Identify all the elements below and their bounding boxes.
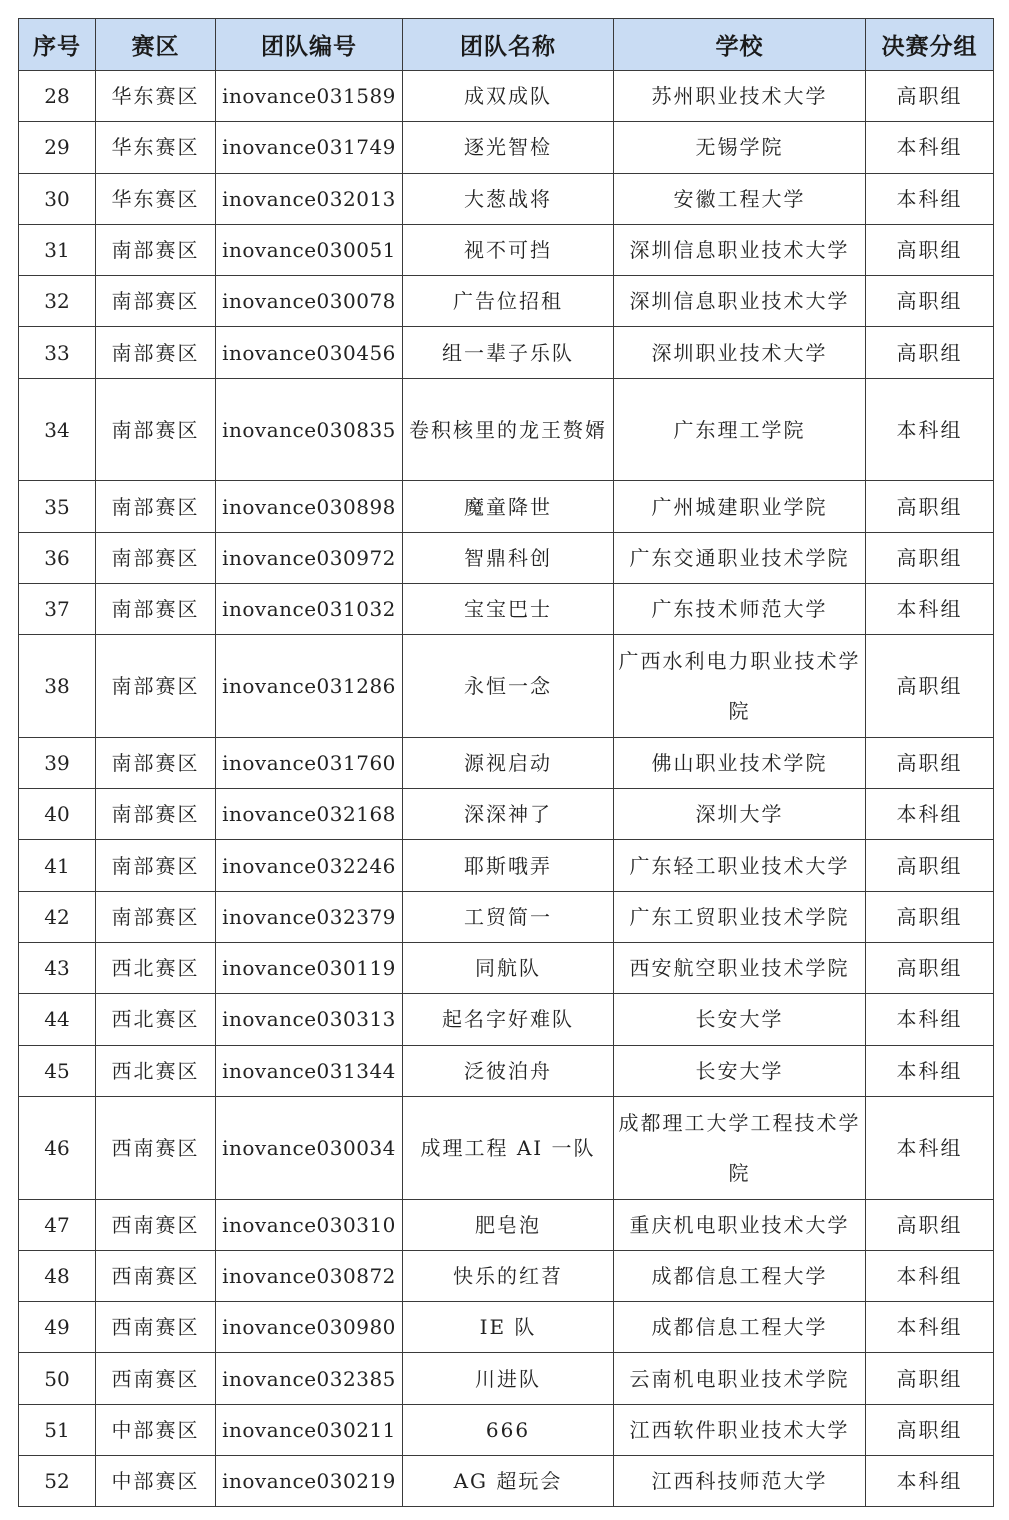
- cell-region: 南部赛区: [96, 737, 216, 788]
- cell-team-name-text: AG 超玩会: [453, 1469, 563, 1494]
- cell-school: [614, 840, 866, 891]
- cell-school: [614, 122, 866, 173]
- cell-group: 高职组: [866, 1353, 994, 1404]
- cell-no: 48: [19, 1250, 96, 1301]
- cell-team-name-text: 肥皂泡: [475, 1212, 541, 1237]
- cell-team-name-text: 智鼎科创: [464, 545, 552, 570]
- cell-school-text: 成都理工大学工程技术学院: [618, 1110, 861, 1185]
- cell-school-text: 深圳信息职业技术大学: [629, 238, 850, 263]
- table-row: [19, 1456, 994, 1507]
- cell-team-name-text: 耶斯哦弄: [464, 853, 552, 878]
- table-body: [19, 71, 994, 1507]
- results-table: [18, 18, 994, 1507]
- table-row: [19, 635, 994, 738]
- table-row: [19, 840, 994, 891]
- cell-team-name: [403, 327, 614, 378]
- cell-team-name-text: 源视启动: [464, 751, 552, 775]
- cell-school-text: 佛山职业技术学院: [651, 751, 828, 775]
- cell-region: 南部赛区: [96, 583, 216, 634]
- cell-team-name-text: 同航队: [475, 956, 541, 981]
- cell-no: 46: [19, 1096, 96, 1199]
- table-row: [19, 789, 994, 840]
- cell-school-text: 无锡学院: [695, 135, 784, 160]
- cell-school: [614, 891, 866, 942]
- cell-team-name-text: 卷积核里的龙王赘婿: [409, 417, 607, 442]
- cell-team-name-text: 666: [485, 1417, 531, 1442]
- cell-no: 39: [19, 737, 96, 788]
- cell-team-name-text: 魔童降世: [464, 494, 552, 519]
- cell-region: 中部赛区: [96, 1456, 216, 1507]
- cell-team-id: inovance031286: [216, 635, 403, 738]
- cell-team-id: inovance031760: [216, 737, 403, 788]
- cell-team-id: inovance031032: [216, 583, 403, 634]
- cell-team-name-text: 泛彼泊舟: [464, 1058, 552, 1083]
- cell-team-id: inovance032013: [216, 173, 403, 224]
- cell-team-name: [403, 1096, 614, 1199]
- cell-region: 西南赛区: [96, 1353, 216, 1404]
- cell-school: [614, 737, 866, 788]
- cell-region: 南部赛区: [96, 327, 216, 378]
- cell-team-id: inovance030313: [216, 994, 403, 1045]
- cell-team-name-text: 逐光智检: [464, 135, 552, 160]
- cell-no: 50: [19, 1353, 96, 1404]
- cell-region: 华东赛区: [96, 173, 216, 224]
- cell-no: 35: [19, 481, 96, 532]
- cell-team-name: [403, 891, 614, 942]
- cell-group: 本科组: [866, 583, 994, 634]
- cell-group: 高职组: [866, 327, 994, 378]
- cell-team-name-text: IE 队: [479, 1315, 537, 1340]
- cell-group: 高职组: [866, 737, 994, 788]
- cell-team-name: [403, 173, 614, 224]
- cell-team-id: inovance030835: [216, 378, 403, 481]
- cell-group: 本科组: [866, 378, 994, 481]
- cell-group: 本科组: [866, 1456, 994, 1507]
- cell-group: 高职组: [866, 276, 994, 327]
- cell-school: [614, 1404, 866, 1455]
- cell-team-id: inovance032246: [216, 840, 403, 891]
- header-school: 学校: [614, 19, 866, 71]
- table-row: [19, 173, 994, 224]
- table-row: [19, 122, 994, 173]
- cell-team-name-text: 工贸简一: [464, 904, 552, 929]
- cell-school: [614, 1045, 866, 1096]
- cell-team-name: [403, 532, 614, 583]
- cell-region: 西南赛区: [96, 1302, 216, 1353]
- table-row: [19, 532, 994, 583]
- cell-no: 37: [19, 583, 96, 634]
- header-group: 决赛分组: [866, 19, 994, 71]
- cell-region: 南部赛区: [96, 532, 216, 583]
- cell-team-name: [403, 122, 614, 173]
- cell-group: 高职组: [866, 840, 994, 891]
- cell-school: [614, 378, 866, 481]
- cell-school-text: 深圳信息职业技术大学: [629, 289, 850, 314]
- table-row: [19, 891, 994, 942]
- cell-school-text: 广东交通职业技术学院: [629, 545, 850, 570]
- cell-no: 51: [19, 1404, 96, 1455]
- cell-school-text: 广东理工学院: [673, 417, 806, 442]
- cell-team-id: inovance032168: [216, 789, 403, 840]
- cell-team-name: [403, 1045, 614, 1096]
- cell-region: 西南赛区: [96, 1096, 216, 1199]
- cell-school: [614, 943, 866, 994]
- cell-no: 29: [19, 122, 96, 173]
- cell-team-id: inovance030898: [216, 481, 403, 532]
- cell-no: 52: [19, 1456, 96, 1507]
- cell-team-name-text: 快乐的红苕: [453, 1263, 563, 1288]
- header-region: 赛区: [96, 19, 216, 71]
- cell-school: [614, 276, 866, 327]
- cell-team-name-text: 成双成队: [464, 84, 552, 109]
- cell-team-id: inovance030872: [216, 1250, 403, 1301]
- table-row: [19, 994, 994, 1045]
- cell-school: [614, 1353, 866, 1404]
- cell-team-name: [403, 994, 614, 1045]
- cell-no: 44: [19, 994, 96, 1045]
- cell-school: [614, 71, 866, 122]
- table-row: [19, 276, 994, 327]
- cell-team-id: inovance031749: [216, 122, 403, 173]
- cell-school: [614, 1302, 866, 1353]
- cell-team-id: inovance030119: [216, 943, 403, 994]
- cell-school-text: 广东轻工职业技术大学: [629, 853, 850, 878]
- cell-region: 西南赛区: [96, 1199, 216, 1250]
- cell-no: 31: [19, 224, 96, 275]
- cell-region: 南部赛区: [96, 840, 216, 891]
- cell-no: 33: [19, 327, 96, 378]
- cell-no: 32: [19, 276, 96, 327]
- cell-team-name: [403, 1302, 614, 1353]
- cell-region: 西北赛区: [96, 1045, 216, 1096]
- cell-region: 南部赛区: [96, 891, 216, 942]
- cell-team-name: [403, 737, 614, 788]
- cell-school-text: 成都信息工程大学: [651, 1315, 828, 1340]
- cell-school-text: 广州城建职业学院: [651, 494, 828, 519]
- cell-team-name-text: 宝宝巴士: [464, 597, 552, 622]
- cell-team-name: [403, 276, 614, 327]
- table-row: [19, 71, 994, 122]
- table-row: [19, 1096, 994, 1199]
- cell-group: 本科组: [866, 173, 994, 224]
- cell-school-text: 重庆机电职业技术大学: [629, 1212, 850, 1237]
- cell-school: [614, 1250, 866, 1301]
- cell-team-name-text: 组一辈子乐队: [442, 340, 574, 365]
- cell-team-name: [403, 583, 614, 634]
- cell-school: [614, 789, 866, 840]
- cell-team-id: inovance030051: [216, 224, 403, 275]
- cell-school-text: 苏州职业技术大学: [651, 84, 828, 109]
- table-row: [19, 1302, 994, 1353]
- cell-team-name-text: 视不可挡: [464, 238, 552, 263]
- cell-no: 38: [19, 635, 96, 738]
- cell-team-id: inovance030456: [216, 327, 403, 378]
- table-row: [19, 1045, 994, 1096]
- cell-team-name-text: 永恒一念: [464, 674, 552, 699]
- cell-school-text: 广东技术师范大学: [651, 597, 828, 622]
- cell-team-name: [403, 1456, 614, 1507]
- cell-team-name-text: 大葱战将: [464, 186, 552, 211]
- cell-group: 本科组: [866, 1045, 994, 1096]
- header-team-id: 团队编号: [216, 19, 403, 71]
- cell-team-name: [403, 1199, 614, 1250]
- cell-group: 高职组: [866, 891, 994, 942]
- cell-team-name: [403, 1250, 614, 1301]
- cell-region: 南部赛区: [96, 635, 216, 738]
- cell-no: 34: [19, 378, 96, 481]
- cell-team-name: [403, 943, 614, 994]
- table-row: [19, 1353, 994, 1404]
- cell-team-name: [403, 635, 614, 738]
- cell-school: [614, 1096, 866, 1199]
- cell-team-id: inovance032385: [216, 1353, 403, 1404]
- cell-region: 中部赛区: [96, 1404, 216, 1455]
- cell-region: 南部赛区: [96, 789, 216, 840]
- cell-team-id: inovance031589: [216, 71, 403, 122]
- cell-school-text: 成都信息工程大学: [651, 1263, 828, 1288]
- cell-group: 高职组: [866, 943, 994, 994]
- cell-school-text: 广东工贸职业技术学院: [629, 904, 850, 929]
- cell-no: 30: [19, 173, 96, 224]
- cell-school-text: 深圳大学: [695, 802, 784, 827]
- table-row: [19, 1199, 994, 1250]
- cell-region: 南部赛区: [96, 481, 216, 532]
- cell-school-text: 江西软件职业技术大学: [629, 1417, 850, 1442]
- cell-no: 49: [19, 1302, 96, 1353]
- cell-region: 西南赛区: [96, 1250, 216, 1301]
- cell-team-name-text: 起名字好难队: [442, 1007, 574, 1032]
- table-row: [19, 737, 994, 788]
- cell-group: 本科组: [866, 122, 994, 173]
- cell-school-text: 长安大学: [695, 1007, 784, 1032]
- cell-team-name: [403, 378, 614, 481]
- cell-team-name-text: 成理工程 AI 一队: [420, 1135, 596, 1160]
- cell-team-name: [403, 1353, 614, 1404]
- cell-school-text: 长安大学: [695, 1058, 784, 1083]
- table-row: [19, 481, 994, 532]
- cell-school: [614, 224, 866, 275]
- table-row: [19, 1404, 994, 1455]
- cell-no: 40: [19, 789, 96, 840]
- table-row: [19, 224, 994, 275]
- cell-school-text: 广西水利电力职业技术学院: [618, 649, 861, 724]
- cell-school: [614, 1199, 866, 1250]
- cell-team-id: inovance030310: [216, 1199, 403, 1250]
- header-no: 序号: [19, 19, 96, 71]
- cell-school-text: 西安航空职业技术学院: [629, 956, 850, 981]
- cell-no: 45: [19, 1045, 96, 1096]
- cell-region: 华东赛区: [96, 71, 216, 122]
- cell-team-id: inovance032379: [216, 891, 403, 942]
- cell-team-name-text: 深深神了: [464, 802, 552, 827]
- cell-school: [614, 532, 866, 583]
- cell-school-text: 安徽工程大学: [673, 186, 806, 211]
- cell-school-text: 深圳职业技术大学: [651, 340, 828, 365]
- cell-team-name-text: 广告位招租: [453, 289, 563, 314]
- cell-region: 西北赛区: [96, 943, 216, 994]
- header-team-name: 团队名称: [403, 19, 614, 71]
- cell-group: 高职组: [866, 635, 994, 738]
- cell-group: 本科组: [866, 994, 994, 1045]
- cell-group: 高职组: [866, 481, 994, 532]
- cell-school: [614, 583, 866, 634]
- cell-team-name-text: 川进队: [475, 1366, 541, 1391]
- cell-team-id: inovance030078: [216, 276, 403, 327]
- cell-team-id: inovance030219: [216, 1456, 403, 1507]
- cell-no: 42: [19, 891, 96, 942]
- cell-team-id: inovance030972: [216, 532, 403, 583]
- cell-no: 41: [19, 840, 96, 891]
- cell-team-name: [403, 1404, 614, 1455]
- cell-school: [614, 173, 866, 224]
- cell-no: 43: [19, 943, 96, 994]
- cell-group: 高职组: [866, 224, 994, 275]
- cell-school-text: 云南机电职业技术学院: [629, 1366, 850, 1391]
- cell-team-name: [403, 789, 614, 840]
- table-row: [19, 378, 994, 481]
- cell-team-id: inovance031344: [216, 1045, 403, 1096]
- cell-team-name: [403, 224, 614, 275]
- cell-region: 华东赛区: [96, 122, 216, 173]
- cell-group: 高职组: [866, 71, 994, 122]
- cell-school: [614, 994, 866, 1045]
- table-row: [19, 943, 994, 994]
- cell-region: 西北赛区: [96, 994, 216, 1045]
- cell-group: 高职组: [866, 1199, 994, 1250]
- cell-team-name: [403, 481, 614, 532]
- table-row: [19, 583, 994, 634]
- cell-no: 36: [19, 532, 96, 583]
- cell-no: 47: [19, 1199, 96, 1250]
- cell-team-name: [403, 840, 614, 891]
- cell-region: 南部赛区: [96, 276, 216, 327]
- cell-group: 高职组: [866, 1404, 994, 1455]
- cell-group: 本科组: [866, 789, 994, 840]
- cell-team-name: [403, 71, 614, 122]
- cell-group: 本科组: [866, 1250, 994, 1301]
- cell-school-text: 江西科技师范大学: [651, 1469, 828, 1494]
- cell-group: 高职组: [866, 532, 994, 583]
- cell-group: 本科组: [866, 1302, 994, 1353]
- cell-school: [614, 481, 866, 532]
- table-row: [19, 1250, 994, 1301]
- cell-region: 南部赛区: [96, 224, 216, 275]
- cell-school: [614, 327, 866, 378]
- cell-team-id: inovance030034: [216, 1096, 403, 1199]
- cell-team-id: inovance030211: [216, 1404, 403, 1455]
- table-row: [19, 327, 994, 378]
- cell-school: [614, 635, 866, 738]
- header-row: [19, 19, 994, 71]
- cell-school: [614, 1456, 866, 1507]
- cell-team-id: inovance030980: [216, 1302, 403, 1353]
- cell-region: 南部赛区: [96, 378, 216, 481]
- cell-group: 本科组: [866, 1096, 994, 1199]
- cell-no: 28: [19, 71, 96, 122]
